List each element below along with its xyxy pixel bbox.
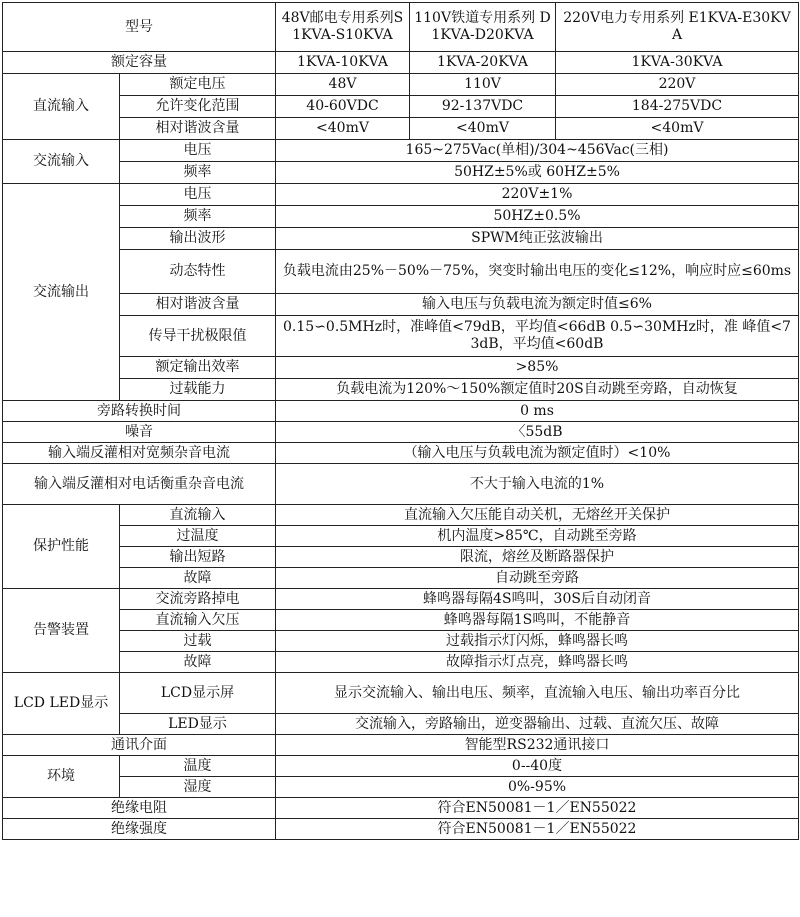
model-48v: 48V邮电专用系列S1KVA-S10KVA xyxy=(276,3,410,52)
table-row xyxy=(3,610,799,631)
row-label: 直流输入 xyxy=(120,505,276,526)
table-row xyxy=(3,777,799,798)
cell-value: 负载电流为120%～150%额定值时20S自动跳至旁路，自动恢复 xyxy=(276,379,799,401)
row-label: 频率 xyxy=(120,162,276,184)
table-row xyxy=(3,422,799,443)
cell-value: 92-137VDC xyxy=(410,96,556,118)
cell-value: 〈55dB xyxy=(276,422,799,443)
cell-value: 40-60VDC xyxy=(276,96,410,118)
cell-value: 显示交流输入、输出电压、频率，直流输入电压、输出功率百分比 xyxy=(276,673,799,714)
table-row xyxy=(3,162,799,184)
row-label: LED显示 xyxy=(120,714,276,735)
row-label: 电压 xyxy=(120,184,276,206)
table-row xyxy=(3,464,799,505)
table-row xyxy=(3,443,799,464)
table-row xyxy=(3,756,799,777)
row-label: 额定输出效率 xyxy=(120,357,276,379)
table-row xyxy=(3,96,799,118)
table-row xyxy=(3,294,799,316)
row-label: 动态特性 xyxy=(120,250,276,294)
table-row xyxy=(3,118,799,140)
cell-value: 故障指示灯点亮，蜂鸣器长鸣 xyxy=(276,652,799,673)
table-row xyxy=(3,547,799,568)
table-row xyxy=(3,401,799,422)
ac-output-group: 交流输出 xyxy=(3,184,120,401)
cell-value: 蜂鸣器每隔1S鸣叫，不能静音 xyxy=(276,610,799,631)
row-label: 过载 xyxy=(120,631,276,652)
cell-value: 0--40度 xyxy=(276,756,799,777)
cell-value: 输入电压与负载电流为额定时值≤6% xyxy=(276,294,799,316)
cell-value: 50HZ±0.5% xyxy=(276,206,799,228)
model-label: 型号 xyxy=(3,3,276,52)
display-group: LCD LED显示 xyxy=(3,673,120,735)
table-row xyxy=(3,140,799,162)
table-row xyxy=(3,631,799,652)
row-label: 相对谐波含量 xyxy=(120,118,276,140)
cell-value: 限流，熔丝及断路器保护 xyxy=(276,547,799,568)
row-label: 温度 xyxy=(120,756,276,777)
capacity-label: 额定容量 xyxy=(3,52,276,74)
row-label: 过温度 xyxy=(120,526,276,547)
table-row xyxy=(3,505,799,526)
table-row xyxy=(3,798,799,819)
cell-value: 0%-95% xyxy=(276,777,799,798)
cell-value: （输入电压与负载电流为额定值时）<10% xyxy=(276,443,799,464)
table-row xyxy=(3,735,799,756)
row-label: 旁路转换时间 xyxy=(3,401,276,422)
cell-value: 交流输入，旁路输出，逆变器输出、过载、直流欠压、故障 xyxy=(276,714,799,735)
dc-input-group: 直流输入 xyxy=(3,74,120,140)
row-label: 绝缘强度 xyxy=(3,819,276,840)
cell-value: 48V xyxy=(276,74,410,96)
row-label: 直流输入欠压 xyxy=(120,610,276,631)
cell-value: 机内温度>85℃，自动跳至旁路 xyxy=(276,526,799,547)
cell-value: 负载电流由25%－50%－75%，突变时输出电压的变化≤12%，响应时应≤60ms xyxy=(276,250,799,294)
table-row xyxy=(3,714,799,735)
cell-value: 0 ms xyxy=(276,401,799,422)
cell-value: >85% xyxy=(276,357,799,379)
cell-value: 不大于输入电流的1% xyxy=(276,464,799,505)
cell-value: 0.15∽0.5MHz时，准峰值<79dB，平均值<66dB 0.5∽30MHz时，准 峰值<73dB，平均值<60dB xyxy=(276,316,799,357)
table-row xyxy=(3,74,799,96)
cell-value: 50HZ±5%或 60HZ±5% xyxy=(276,162,799,184)
table-row xyxy=(3,589,799,610)
row-label: 交流旁路掉电 xyxy=(120,589,276,610)
cell-value: 符合EN50081－1／EN55022 xyxy=(276,798,799,819)
cell-value: <40mV xyxy=(556,118,799,140)
row-label: LCD显示屏 xyxy=(120,673,276,714)
row-label: 通讯介面 xyxy=(3,735,276,756)
table-row xyxy=(3,206,799,228)
row-label: 相对谐波含量 xyxy=(120,294,276,316)
table-row xyxy=(3,568,799,589)
spec-table xyxy=(2,2,799,840)
row-label: 输入端反灌相对电话衡重杂音电流 xyxy=(3,464,276,505)
cell-value: 165~275Vac(单相)/304~456Vac(三相) xyxy=(276,140,799,162)
protection-group: 保护性能 xyxy=(3,505,120,589)
row-label: 故障 xyxy=(120,652,276,673)
table-row xyxy=(3,379,799,401)
cell-value: 过载指示灯闪烁，蜂鸣器长鸣 xyxy=(276,631,799,652)
row-label: 允许变化范围 xyxy=(120,96,276,118)
cell-value: 直流输入欠压能自动关机，无熔丝开关保护 xyxy=(276,505,799,526)
cell-value: <40mV xyxy=(410,118,556,140)
table-row xyxy=(3,228,799,250)
cell-value: SPWM纯正弦波输出 xyxy=(276,228,799,250)
cell-value: 蜂鸣器每隔4S鸣叫，30S后自动闭音 xyxy=(276,589,799,610)
table-row xyxy=(3,819,799,840)
cell-value: 220V xyxy=(556,74,799,96)
cell-value: 184-275VDC xyxy=(556,96,799,118)
table-row xyxy=(3,673,799,714)
row-label: 电压 xyxy=(120,140,276,162)
cell-value: 智能型RS232通讯接口 xyxy=(276,735,799,756)
model-220v: 220V电力专用系列 E1KVA-E30KVA xyxy=(556,3,799,52)
table-row xyxy=(3,526,799,547)
cell-value: 110V xyxy=(410,74,556,96)
row-label: 频率 xyxy=(120,206,276,228)
row-label: 输入端反灌相对宽频杂音电流 xyxy=(3,443,276,464)
capacity-value: 1KVA-30KVA xyxy=(556,52,799,74)
table-row xyxy=(3,52,799,74)
cell-value: 符合EN50081－1／EN55022 xyxy=(276,819,799,840)
table-row xyxy=(3,250,799,294)
table-row xyxy=(3,357,799,379)
table-row xyxy=(3,652,799,673)
row-label: 传导干扰极限值 xyxy=(120,316,276,357)
alarm-group: 告警装置 xyxy=(3,589,120,673)
table-row xyxy=(3,3,799,52)
cell-value: 自动跳至旁路 xyxy=(276,568,799,589)
row-label: 额定电压 xyxy=(120,74,276,96)
capacity-value: 1KVA-10KVA xyxy=(276,52,410,74)
row-label: 输出短路 xyxy=(120,547,276,568)
row-label: 绝缘电阻 xyxy=(3,798,276,819)
model-110v: 110V铁道专用系列 D1KVA-D20KVA xyxy=(410,3,556,52)
row-label: 噪音 xyxy=(3,422,276,443)
row-label: 湿度 xyxy=(120,777,276,798)
row-label: 过载能力 xyxy=(120,379,276,401)
cell-value: 220V±1% xyxy=(276,184,799,206)
row-label: 输出波形 xyxy=(120,228,276,250)
capacity-value: 1KVA-20KVA xyxy=(410,52,556,74)
cell-value: <40mV xyxy=(276,118,410,140)
environment-group: 环境 xyxy=(3,756,120,798)
table-row xyxy=(3,316,799,357)
row-label: 故障 xyxy=(120,568,276,589)
ac-input-group: 交流输入 xyxy=(3,140,120,184)
table-row xyxy=(3,184,799,206)
